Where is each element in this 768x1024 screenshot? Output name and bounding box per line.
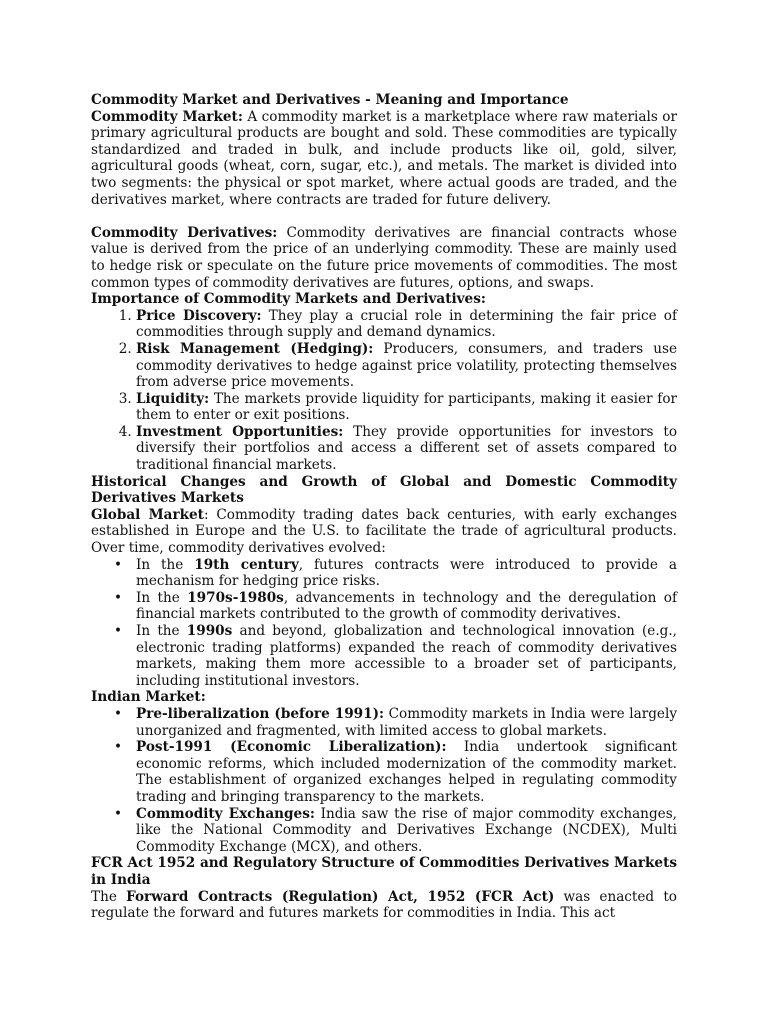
fcr-text: was enacted to regulate the forward and futures markets for commodities in India. This act — [91, 888, 677, 922]
list-item — [114, 805, 677, 856]
fcr-heading: FCR Act 1952 and Regulatory Structure of Commodities Derivatives Markets in India — [91, 855, 677, 888]
history-heading: Historical Changes and Growth of Global and Domestic Commodity Derivatives Markets — [91, 473, 677, 507]
commodity-market-text: A commodity market is a marketplace where raw materials or primary agricultural products are bought and sold. These commodities are typically standardized and traded in bulk, and include products like oil, gold, silver, agricultural goods (wheat, corn, sugar, etc.), and metals. The market is divided into two segments: the physical or spot market, where actual goods are traded, and the derivatives market, where contracts are traded for future delivery. — [91, 108, 677, 208]
item-bold: Commodity Exchanges: — [136, 805, 315, 822]
commodity-derivatives-text: Commodity derivatives are financial contracts whose value is derived from the price of an underlying commodity. These are mainly used to hedge risk or speculate on the future price movements of commodities. The most common types of commodity derivatives are futures, options, and swaps. — [91, 224, 678, 291]
bullet-icon: • — [114, 589, 123, 606]
list-item — [136, 341, 677, 391]
item-text: India undertook significant economic reforms, which included modernization of the commodity market. The establishment of organized exchanges helped in regulating commodity trading and bringing transparency to the markets. — [136, 739, 677, 805]
item-bold: Post-1991 (Economic Liberalization): — [136, 739, 447, 756]
list-item — [114, 556, 677, 590]
list-item — [114, 623, 678, 689]
list-item — [136, 424, 677, 474]
list-item — [136, 391, 677, 424]
document-page — [91, 92, 677, 922]
list-item — [114, 705, 677, 739]
bullet-icon: • — [114, 556, 123, 573]
item-text: , advancements in technology and the deregulation of financial markets contributed to the growth of commodity derivatives. — [136, 589, 677, 623]
bullet-icon: • — [114, 805, 123, 822]
global-market-text: : Commodity trading dates back centuries, with early exchanges established in Europe and the U.S. to facilitate the trade of agricultural products. Over time, commodity derivatives evolved: — [91, 506, 677, 557]
list-item — [114, 589, 677, 623]
fcr-paragraph — [91, 889, 677, 922]
item-text: The markets provide liquidity for participants, making it easier for them to enter or exit positions. — [136, 390, 677, 424]
item-text: , futures contracts were introduced to provide a mechanism for hedging price risks. — [136, 556, 677, 590]
list-item — [114, 739, 677, 805]
item-bold: 1970s-1980s — [187, 589, 284, 606]
item-bold: Pre-liberalization (before 1991): — [136, 705, 385, 722]
item-label: Risk Management (Hedging): — [136, 340, 374, 357]
commodity-derivatives-paragraph — [91, 225, 677, 291]
item-text: Producers, consumers, and traders use commodity derivatives to hedge against price volatility, protecting themselves from adverse price movements. — [136, 340, 677, 391]
item-text: Commodity markets in India were largely unorganized and fragmented, with limited access to global markets. — [136, 705, 677, 739]
item-label: Investment Opportunities: — [136, 423, 344, 440]
global-market-paragraph — [91, 507, 677, 557]
indian-market-label: Indian Market: — [91, 689, 206, 706]
paragraph-gap — [91, 208, 677, 225]
item-label: Price Discovery: — [136, 307, 262, 324]
importance-heading: Importance of Commodity Markets and Derivatives: — [91, 291, 486, 308]
bullet-icon: • — [114, 739, 123, 756]
item-text: They provide opportunities for investors to diversify their portfolios and access a different set of assets compared to traditional financial markets. — [136, 423, 678, 474]
item-text: In the — [136, 623, 187, 639]
importance-list — [91, 308, 677, 474]
fcr-text: The — [91, 888, 127, 905]
item-bold: 1990s — [186, 623, 233, 639]
item-bold: 19th century — [194, 556, 299, 573]
item-text: In the — [136, 589, 188, 606]
item-text: and beyond, globalization and technological innovation (e.g., electronic trading platforms) expanded the reach of commodity derivatives markets, making them more accessible to a broader set of participants, including institutional investors. — [136, 623, 678, 689]
item-text: They play a crucial role in determining the fair price of commodities through supply and demand dynamics. — [136, 307, 677, 341]
item-text: In the — [136, 556, 195, 573]
fcr-act-name: Forward Contracts (Regulation) Act, 1952 (FCR Act) — [126, 888, 555, 905]
item-label: Liquidity: — [136, 390, 210, 407]
commodity-market-label: Commodity Market: — [91, 108, 243, 125]
document-title: Commodity Market and Derivatives - Meaning and Importance — [91, 92, 569, 108]
bullet-icon: • — [114, 623, 123, 639]
global-market-label: Global Market — [91, 506, 204, 523]
item-text: India saw the rise of major commodity exchanges, like the National Commodity and Derivatives Exchange (NCDEX), Multi Commodity Exchange (MCX), and others. — [136, 805, 677, 855]
bullet-icon: • — [114, 705, 123, 722]
indian-market-list — [91, 706, 677, 855]
commodity-derivatives-label: Commodity Derivatives: — [91, 224, 278, 241]
list-item — [136, 308, 677, 341]
commodity-market-paragraph — [91, 109, 677, 209]
global-market-list — [91, 557, 677, 690]
